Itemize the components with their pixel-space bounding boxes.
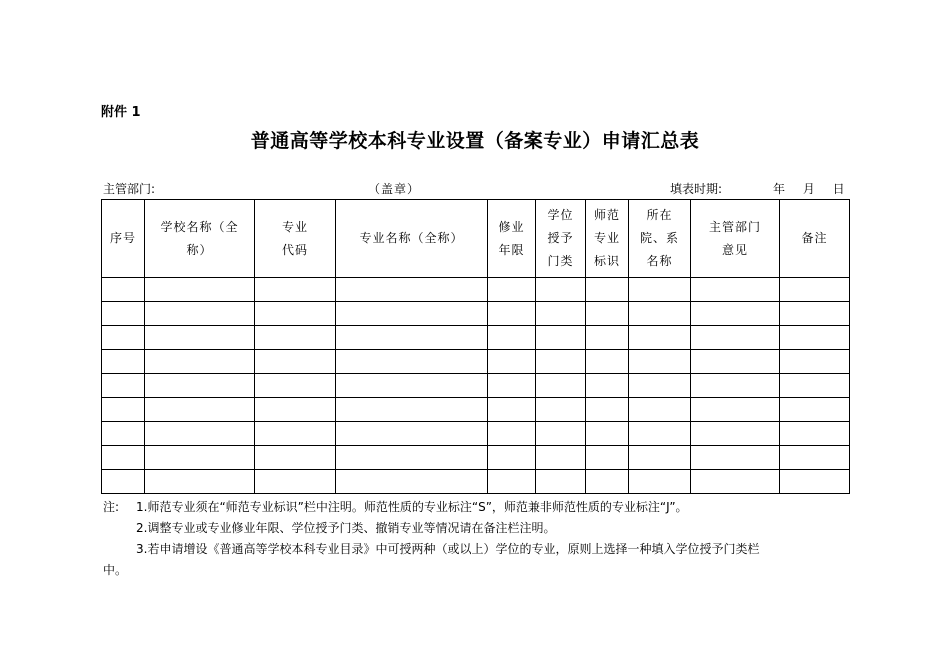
table-cell[interactable] — [145, 446, 255, 470]
table-cell[interactable] — [780, 350, 850, 374]
table-cell[interactable] — [336, 422, 488, 446]
table-cell[interactable] — [488, 398, 536, 422]
seal-label: （盖章） — [368, 182, 421, 196]
table-cell[interactable] — [629, 326, 691, 350]
table-cell[interactable] — [145, 302, 255, 326]
header-major-code: 专业 代码 — [255, 200, 336, 278]
note-text-3-cont: 中。 — [103, 563, 128, 577]
table-row — [102, 350, 850, 374]
table-cell[interactable] — [488, 350, 536, 374]
table-cell[interactable] — [255, 422, 336, 446]
table-cell[interactable] — [629, 374, 691, 398]
table-cell[interactable] — [102, 398, 145, 422]
table-cell[interactable] — [586, 302, 629, 326]
table-cell[interactable] — [586, 422, 629, 446]
summary-table — [101, 199, 850, 494]
table-cell[interactable] — [780, 470, 850, 494]
table-cell[interactable] — [255, 278, 336, 302]
table-cell[interactable] — [102, 302, 145, 326]
table-cell[interactable] — [586, 374, 629, 398]
table-cell[interactable] — [629, 446, 691, 470]
table-cell[interactable] — [691, 398, 780, 422]
table-cell[interactable] — [255, 374, 336, 398]
table-cell[interactable] — [780, 422, 850, 446]
table-cell[interactable] — [629, 350, 691, 374]
table-cell[interactable] — [102, 446, 145, 470]
header-major-name: 专业名称（全称） — [336, 200, 488, 278]
table-cell[interactable] — [255, 326, 336, 350]
header-study-years: 修业 年限 — [488, 200, 536, 278]
table-cell[interactable] — [691, 374, 780, 398]
table-cell[interactable] — [586, 470, 629, 494]
table-cell[interactable] — [488, 470, 536, 494]
table-cell[interactable] — [255, 470, 336, 494]
table-cell[interactable] — [586, 446, 629, 470]
table-row — [102, 446, 850, 470]
table-cell[interactable] — [336, 374, 488, 398]
table-cell[interactable] — [255, 446, 336, 470]
table-body — [102, 278, 850, 494]
table-cell[interactable] — [102, 350, 145, 374]
table-cell[interactable] — [536, 278, 586, 302]
table-cell[interactable] — [691, 278, 780, 302]
table-cell[interactable] — [488, 326, 536, 350]
table-cell[interactable] — [488, 374, 536, 398]
note-text-2: 2.调整专业或专业修业年限、学位授予门类、撤销专业等情况请在备注栏注明。 — [136, 521, 556, 535]
fill-date-label: 填表时期: — [670, 182, 723, 196]
table-row — [102, 422, 850, 446]
header-department: 所在 院、系 名称 — [629, 200, 691, 278]
table-row — [102, 374, 850, 398]
table-cell[interactable] — [536, 350, 586, 374]
table-cell[interactable] — [780, 302, 850, 326]
table-cell[interactable] — [629, 470, 691, 494]
table-cell[interactable] — [102, 326, 145, 350]
table-cell[interactable] — [255, 398, 336, 422]
table-cell[interactable] — [780, 446, 850, 470]
header-row — [102, 200, 850, 278]
table-cell[interactable] — [780, 374, 850, 398]
table-cell[interactable] — [488, 278, 536, 302]
table-cell[interactable] — [629, 278, 691, 302]
header-school-name: 学校名称（全 称） — [145, 200, 255, 278]
table-cell[interactable] — [629, 422, 691, 446]
table-cell[interactable] — [586, 398, 629, 422]
table-cell[interactable] — [145, 326, 255, 350]
table-cell[interactable] — [629, 398, 691, 422]
table-cell[interactable] — [586, 278, 629, 302]
table-cell[interactable] — [255, 302, 336, 326]
table-cell[interactable] — [145, 398, 255, 422]
dept-label: 主管部门: — [103, 182, 156, 196]
table-cell[interactable] — [536, 422, 586, 446]
table-cell[interactable] — [536, 326, 586, 350]
note-text-1: 1.师范专业须在“师范专业标识”栏中注明。师范性质的专业标注“S”，师范兼非师范性质的专业标注“J”。 — [136, 500, 688, 514]
table-cell[interactable] — [536, 446, 586, 470]
table-row — [102, 278, 850, 302]
notes-section — [103, 497, 853, 581]
table-cell[interactable] — [586, 350, 629, 374]
note-item-2 — [103, 518, 853, 539]
note-item-3-cont — [103, 560, 853, 581]
table-cell[interactable] — [145, 422, 255, 446]
table-cell[interactable] — [536, 302, 586, 326]
table-cell[interactable] — [536, 374, 586, 398]
table-cell[interactable] — [488, 422, 536, 446]
table-cell[interactable] — [102, 470, 145, 494]
table-cell[interactable] — [336, 278, 488, 302]
table-cell[interactable] — [691, 470, 780, 494]
table-cell[interactable] — [488, 302, 536, 326]
table-cell[interactable] — [102, 374, 145, 398]
table-cell[interactable] — [336, 446, 488, 470]
table-cell[interactable] — [691, 326, 780, 350]
date-units: 年 月 日 — [773, 182, 845, 196]
table-cell[interactable] — [336, 398, 488, 422]
table-cell[interactable] — [536, 398, 586, 422]
notes-label: 注: — [103, 500, 120, 514]
table-cell[interactable] — [691, 446, 780, 470]
table-cell[interactable] — [336, 350, 488, 374]
table-cell[interactable] — [586, 326, 629, 350]
header-remarks: 备注 — [780, 200, 850, 278]
table-cell[interactable] — [691, 302, 780, 326]
table-cell[interactable] — [102, 422, 145, 446]
table-row — [102, 302, 850, 326]
table-cell[interactable] — [336, 302, 488, 326]
table-cell[interactable] — [336, 470, 488, 494]
note-item-3 — [103, 539, 853, 560]
table-cell[interactable] — [629, 302, 691, 326]
table-row — [102, 470, 850, 494]
table-cell[interactable] — [145, 374, 255, 398]
table-cell[interactable] — [691, 422, 780, 446]
table-cell[interactable] — [102, 278, 145, 302]
header-normal-flag: 师范 专业 标识 — [586, 200, 629, 278]
attachment-label: 附件 1 — [101, 105, 141, 120]
table-cell[interactable] — [536, 470, 586, 494]
header-authority-opinion: 主管部门 意见 — [691, 200, 780, 278]
table-cell[interactable] — [255, 350, 336, 374]
note-text-3: 3.若申请增设《普通高等学校本科专业目录》中可授两种（或以上）学位的专业，原则上选择一种填入学位授予门类栏 — [136, 542, 760, 556]
table-cell[interactable] — [336, 326, 488, 350]
table-cell[interactable] — [691, 350, 780, 374]
table-row — [102, 326, 850, 350]
table-cell[interactable] — [145, 350, 255, 374]
table-cell[interactable] — [780, 278, 850, 302]
note-item-1 — [103, 497, 853, 518]
table-cell[interactable] — [488, 446, 536, 470]
table-cell[interactable] — [780, 398, 850, 422]
header-seq: 序号 — [102, 200, 145, 278]
table-cell[interactable] — [145, 470, 255, 494]
table-row — [102, 398, 850, 422]
table-cell[interactable] — [780, 326, 850, 350]
form-title: 普通高等学校本科专业设置（备案专业）申请汇总表 — [250, 130, 700, 152]
header-degree-category: 学位 授予 门类 — [536, 200, 586, 278]
table-cell[interactable] — [145, 278, 255, 302]
